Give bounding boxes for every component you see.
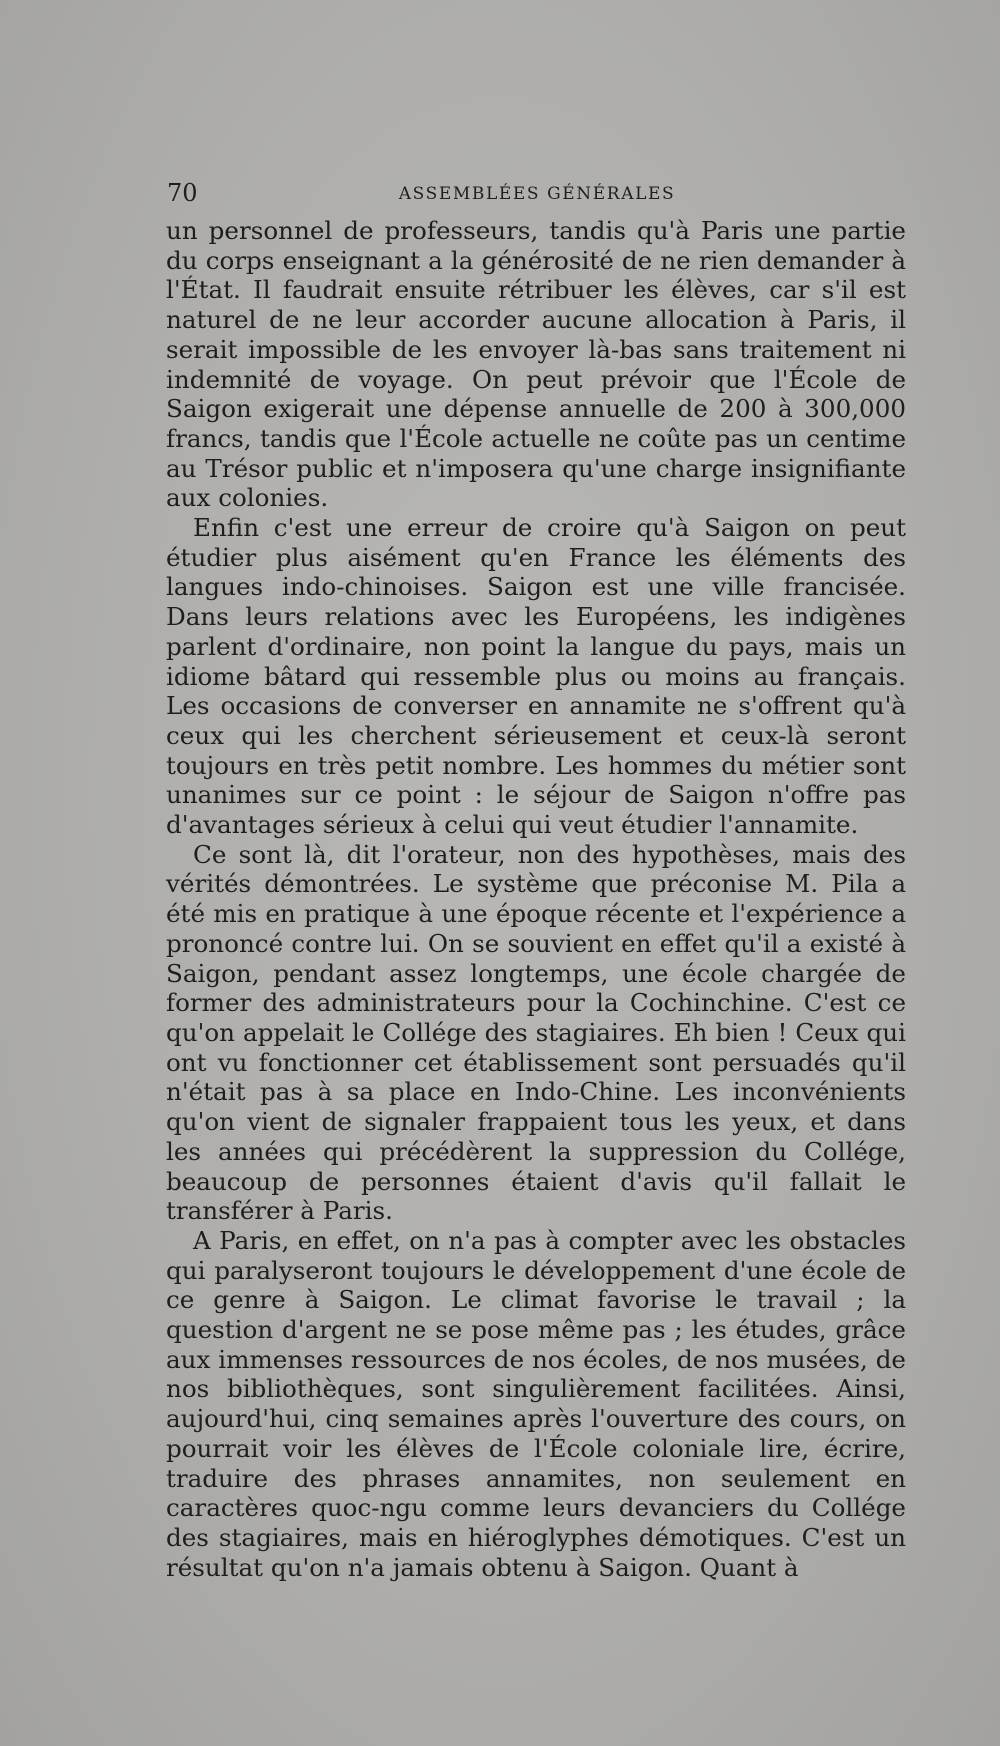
paragraph: A Paris, en effet, on n'a pas à compter avec les obstacles qui paralyseront toujours le développement d'une école de ce genre à Saigon. Le climat favorise le travail ; la question d'argent ne se pose même pas ; les études, grâce aux immenses ressources de nos écoles, de nos musées, de nos bibliothèques, sont singulièrement facilitées. Ainsi, aujourd'hui, cinq semaines après l'ouverture des cours, on pourrait voir les élèves de l'École coloniale lire, écrire, traduire des phrases annamites, non seulement en caractères quoc-ngu comme leurs devanciers du Collége des stagiaires, mais en hiéroglyphes démotiques. C'est un résultat qu'on n'a jamais obtenu à Saigon. Quant à: [166, 1225, 906, 1582]
running-head: ASSEMBLÉES GÉNÉRALES: [398, 184, 676, 204]
body-text: [166, 216, 906, 1582]
paragraph: Enfin c'est une erreur de croire qu'à Saigon on peut étudier plus aisément qu'en France les éléments des langues indo-chinoises. Saigon est une ville francisée. Dans leurs relations avec les Européens, les indigènes parlent d'ordinaire, non point la langue du pays, mais un idiome bâtard qui ressemble plus ou moins au français. Les occasions de converser en annamite ne s'offrent qu'à ceux qui les cherchent sérieusement et ceux-là seront toujours en très petit nombre. Les hommes du métier sont unanimes sur ce point : le séjour de Saigon n'offre pas d'avantages sérieux à celui qui veut étudier l'annamite.: [166, 513, 906, 840]
page-number: 70: [167, 179, 198, 207]
paragraph: Ce sont là, dit l'orateur, non des hypothèses, mais des vérités démontrées. Le système que préconise M. Pila a été mis en pratique à une époque récente et l'expérience a prononcé contre lui. On se souvient en effet qu'il a existé à Saigon, pendant assez longtemps, une école chargée de former des administrateurs pour la Cochinchine. C'est ce qu'on appelait le Collége des stagiaires. Eh bien ! Ceux qui ont vu fonctionner cet établissement sont persuadés qu'il n'était pas à sa place en Indo-Chine. Les inconvénients qu'on vient de signaler frappaient tous les yeux, et dans les années qui précédèrent la suppression du Collége, beaucoup de personnes étaient d'avis qu'il fallait le transférer à Paris.: [166, 839, 906, 1226]
paragraph: un personnel de professeurs, tandis qu'à Paris une partie du corps enseignant a la générosité de ne rien demander à l'État. Il faudrait ensuite rétribuer les élèves, car s'il est naturel de ne leur accorder aucune allocation à Paris, il serait impossible de les envoyer là-bas sans traitement ni indemnité de voyage. On peut prévoir que l'École de Saigon exigerait une dépense annuelle de 200 à 300,000 francs, tandis que l'École actuelle ne coûte pas un centime au Trésor public et n'imposera qu'une charge insignifiante aux colonies.: [166, 216, 906, 513]
page-header: [167, 178, 907, 208]
